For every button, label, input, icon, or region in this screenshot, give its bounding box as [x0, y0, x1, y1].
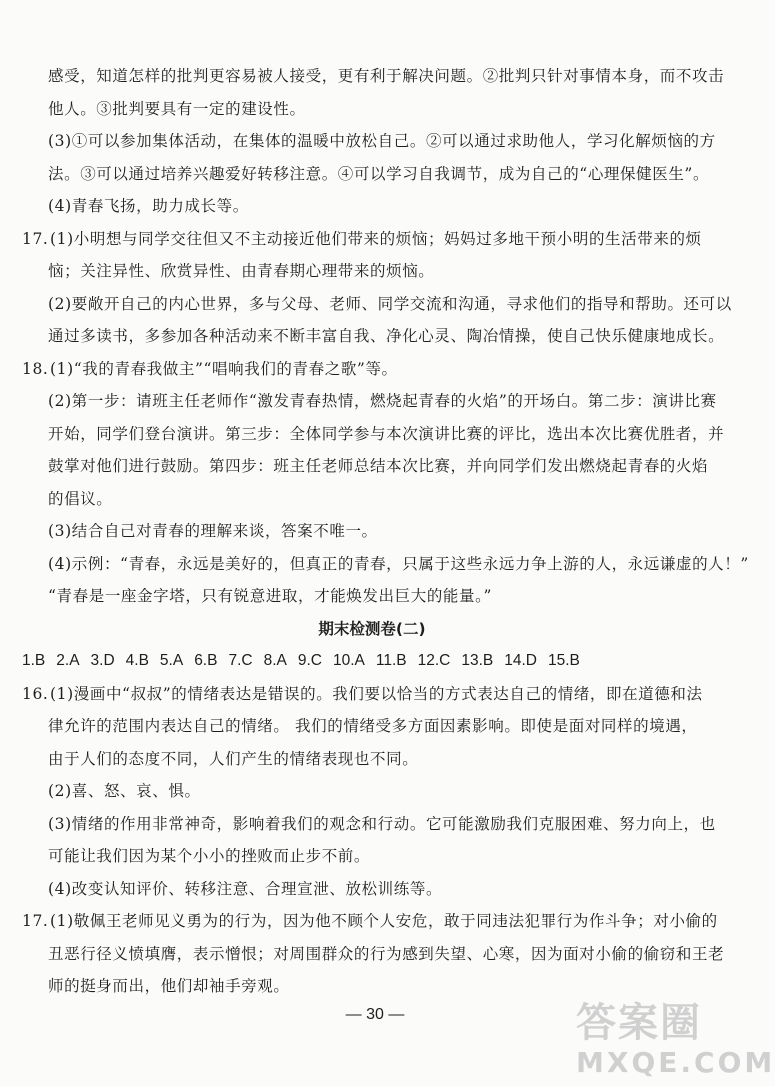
answer-text: (2)第一步：请班主任老师作“激发青春热情，燃烧起青春的火焰”的开场白。第二步：演讲比赛 [48, 392, 717, 410]
answer-line [22, 190, 722, 223]
answer-line [22, 418, 725, 451]
answer-line [22, 775, 722, 808]
answer-text: 开始，同学们登台演讲。第三步：全体同学参与本次演讲比赛的评比，选出本次比赛优胜者，并 [48, 424, 725, 443]
answer-line [22, 158, 722, 191]
answer-line [22, 353, 722, 386]
choice-answer: 2.A [56, 652, 80, 669]
answer-line [22, 808, 722, 841]
answer-text: (1)敬佩王老师见义勇为的行为，因为他不顾个人安危，敢于同违法犯罪行为作斗争；对小偷的 [50, 912, 718, 930]
answer-text: (3)结合自己对青春的理解来谈，答案不唯一。 [48, 522, 378, 540]
choice-answer: 15.B [548, 652, 580, 669]
question-number: 17. [22, 229, 49, 248]
answer-line [22, 483, 722, 516]
question-number: 17. [22, 912, 49, 930]
answer-line [22, 580, 722, 613]
answer-text: 鼓掌对他们进行鼓励。第四步：班主任老师总结本次比赛，并向同学们发出燃烧起青春的火焰 [48, 457, 709, 475]
choice-answer: 14.D [504, 652, 537, 669]
answer-text: 可能让我们因为某个小小的挫败而止步不前。 [48, 847, 371, 865]
answer-line [22, 255, 722, 288]
choice-answer: 7.C [228, 652, 253, 669]
answer-text: “青春是一座金字塔，只有锐意进取，才能焕发出巨大的能量。” [48, 587, 492, 605]
answer-text: (4)改变认知评价、转移注意、合理宣泄、放松训练等。 [48, 879, 443, 898]
answer-line [22, 223, 722, 256]
choice-answer: 10.A [332, 652, 365, 669]
answer-text: (3)情绪的作用非常神奇，影响着我们的观念和行动。它可能激励我们克服困难、努力向上，也 [48, 814, 716, 833]
answer-line [22, 288, 732, 321]
answer-line [22, 938, 725, 971]
question-number: 18. [22, 359, 49, 378]
answer-text: (3)①可以参加集体活动，在集体的温暖中放松自己。②可以通过求助他人，学习化解烦恼的方 [48, 132, 716, 150]
answer-text: 法。③可以通过培养兴趣爱好转移注意。④可以学习自我调节，成为自己的“心理保健医生”。 [48, 164, 710, 183]
choice-answer: 5.A [159, 652, 184, 669]
answer-line [22, 548, 749, 581]
choice-answer: 8.A [263, 652, 287, 669]
answer-block-bottom [22, 678, 725, 1003]
answer-text: 他人。③批判要具有一定的建设性。 [48, 99, 306, 118]
answer-text: 通过多读书，多参加各种活动来不断丰富自我、净化心灵、陶冶情操，使自己快乐健康地成长。 [48, 327, 725, 345]
answer-line [22, 678, 722, 711]
section-title: 期末检测卷(二) [318, 619, 426, 638]
answer-line [22, 970, 722, 1003]
answer-text: 的倡议。 [48, 489, 113, 508]
watermark-logo [576, 1000, 775, 1084]
answer-block-top [22, 60, 749, 613]
answer-text: (4)示例：“青春，永远是美好的，但真正的青春，只属于这些永远力争上游的人，永远谦虚的人！” [48, 554, 749, 573]
answer-text: (1)漫画中“叔叔”的情绪表达是错误的。我们要以恰当的方式表达自己的情绪，即在道德和法 [50, 684, 703, 703]
answer-text: 感受，知道怎样的批判更容易被人接受，更有利于解决问题。②批判只针对事情本身，而不攻击 [48, 67, 725, 85]
answer-line [22, 515, 722, 548]
choice-answer: 1.B [22, 652, 46, 669]
choice-answer: 13.B [461, 652, 494, 669]
choice-answer: 3.D [90, 652, 115, 669]
choice-answer: 4.B [125, 652, 149, 669]
answer-text: (2)要敞开自己的内心世界，多与父母、老师、同学交流和沟通，寻求他们的指导和帮助。还可以 [48, 294, 732, 313]
answer-content [22, 60, 749, 1003]
choice-answer: 11.B [375, 652, 407, 669]
answer-line [22, 60, 725, 93]
answer-text: 由于人们的态度不同，人们产生的情绪表现也不同。 [48, 749, 419, 768]
answer-text: 师的挺身而出，他们却袖手旁观。 [48, 977, 290, 995]
answer-text: (1)小明想与同学交往但又不主动接近他们带来的烦恼；妈妈过多地干预小明的生活带来的烦 [50, 229, 702, 248]
choice-answer: 6.B [194, 652, 218, 669]
watermark-line1: 答案圈 [576, 1000, 702, 1046]
choice-answers-row [22, 645, 722, 678]
answer-line [22, 873, 722, 906]
watermark-line2: MXQE.COM [576, 1046, 775, 1079]
answer-text: (2)喜、怒、哀、惧。 [48, 782, 201, 800]
choice-answer: 9.C [297, 652, 322, 669]
answer-text: 丑恶行径义愤填膺，表示憎恨；对周围群众的行为感到失望、心寒，因为面对小偷的偷窃和王老 [48, 944, 725, 963]
question-number: 16. [22, 684, 49, 703]
answer-line [22, 93, 722, 126]
answer-line [22, 905, 722, 938]
answer-line [22, 450, 722, 483]
answer-line [22, 125, 722, 158]
answer-line [22, 710, 722, 743]
choice-answer: 12.C [417, 652, 451, 669]
answer-text: 律允许的范围内表达自己的情绪。 我们的情绪受多方面因素影响。即使是面对同样的境遇， [48, 717, 698, 735]
page-number: — 30 — [345, 1006, 405, 1023]
answer-line [22, 743, 722, 776]
answer-line [22, 840, 722, 873]
answer-text: 恼；关注异性、欣赏异性、由青春期心理带来的烦恼。 [48, 262, 435, 280]
answer-text: (1)“我的青春我做主”“唱响我们的青春之歌”等。 [50, 359, 398, 378]
answer-text: (4)青春飞扬，助力成长等。 [48, 197, 249, 215]
answer-line [22, 385, 722, 418]
answer-line [22, 320, 725, 353]
